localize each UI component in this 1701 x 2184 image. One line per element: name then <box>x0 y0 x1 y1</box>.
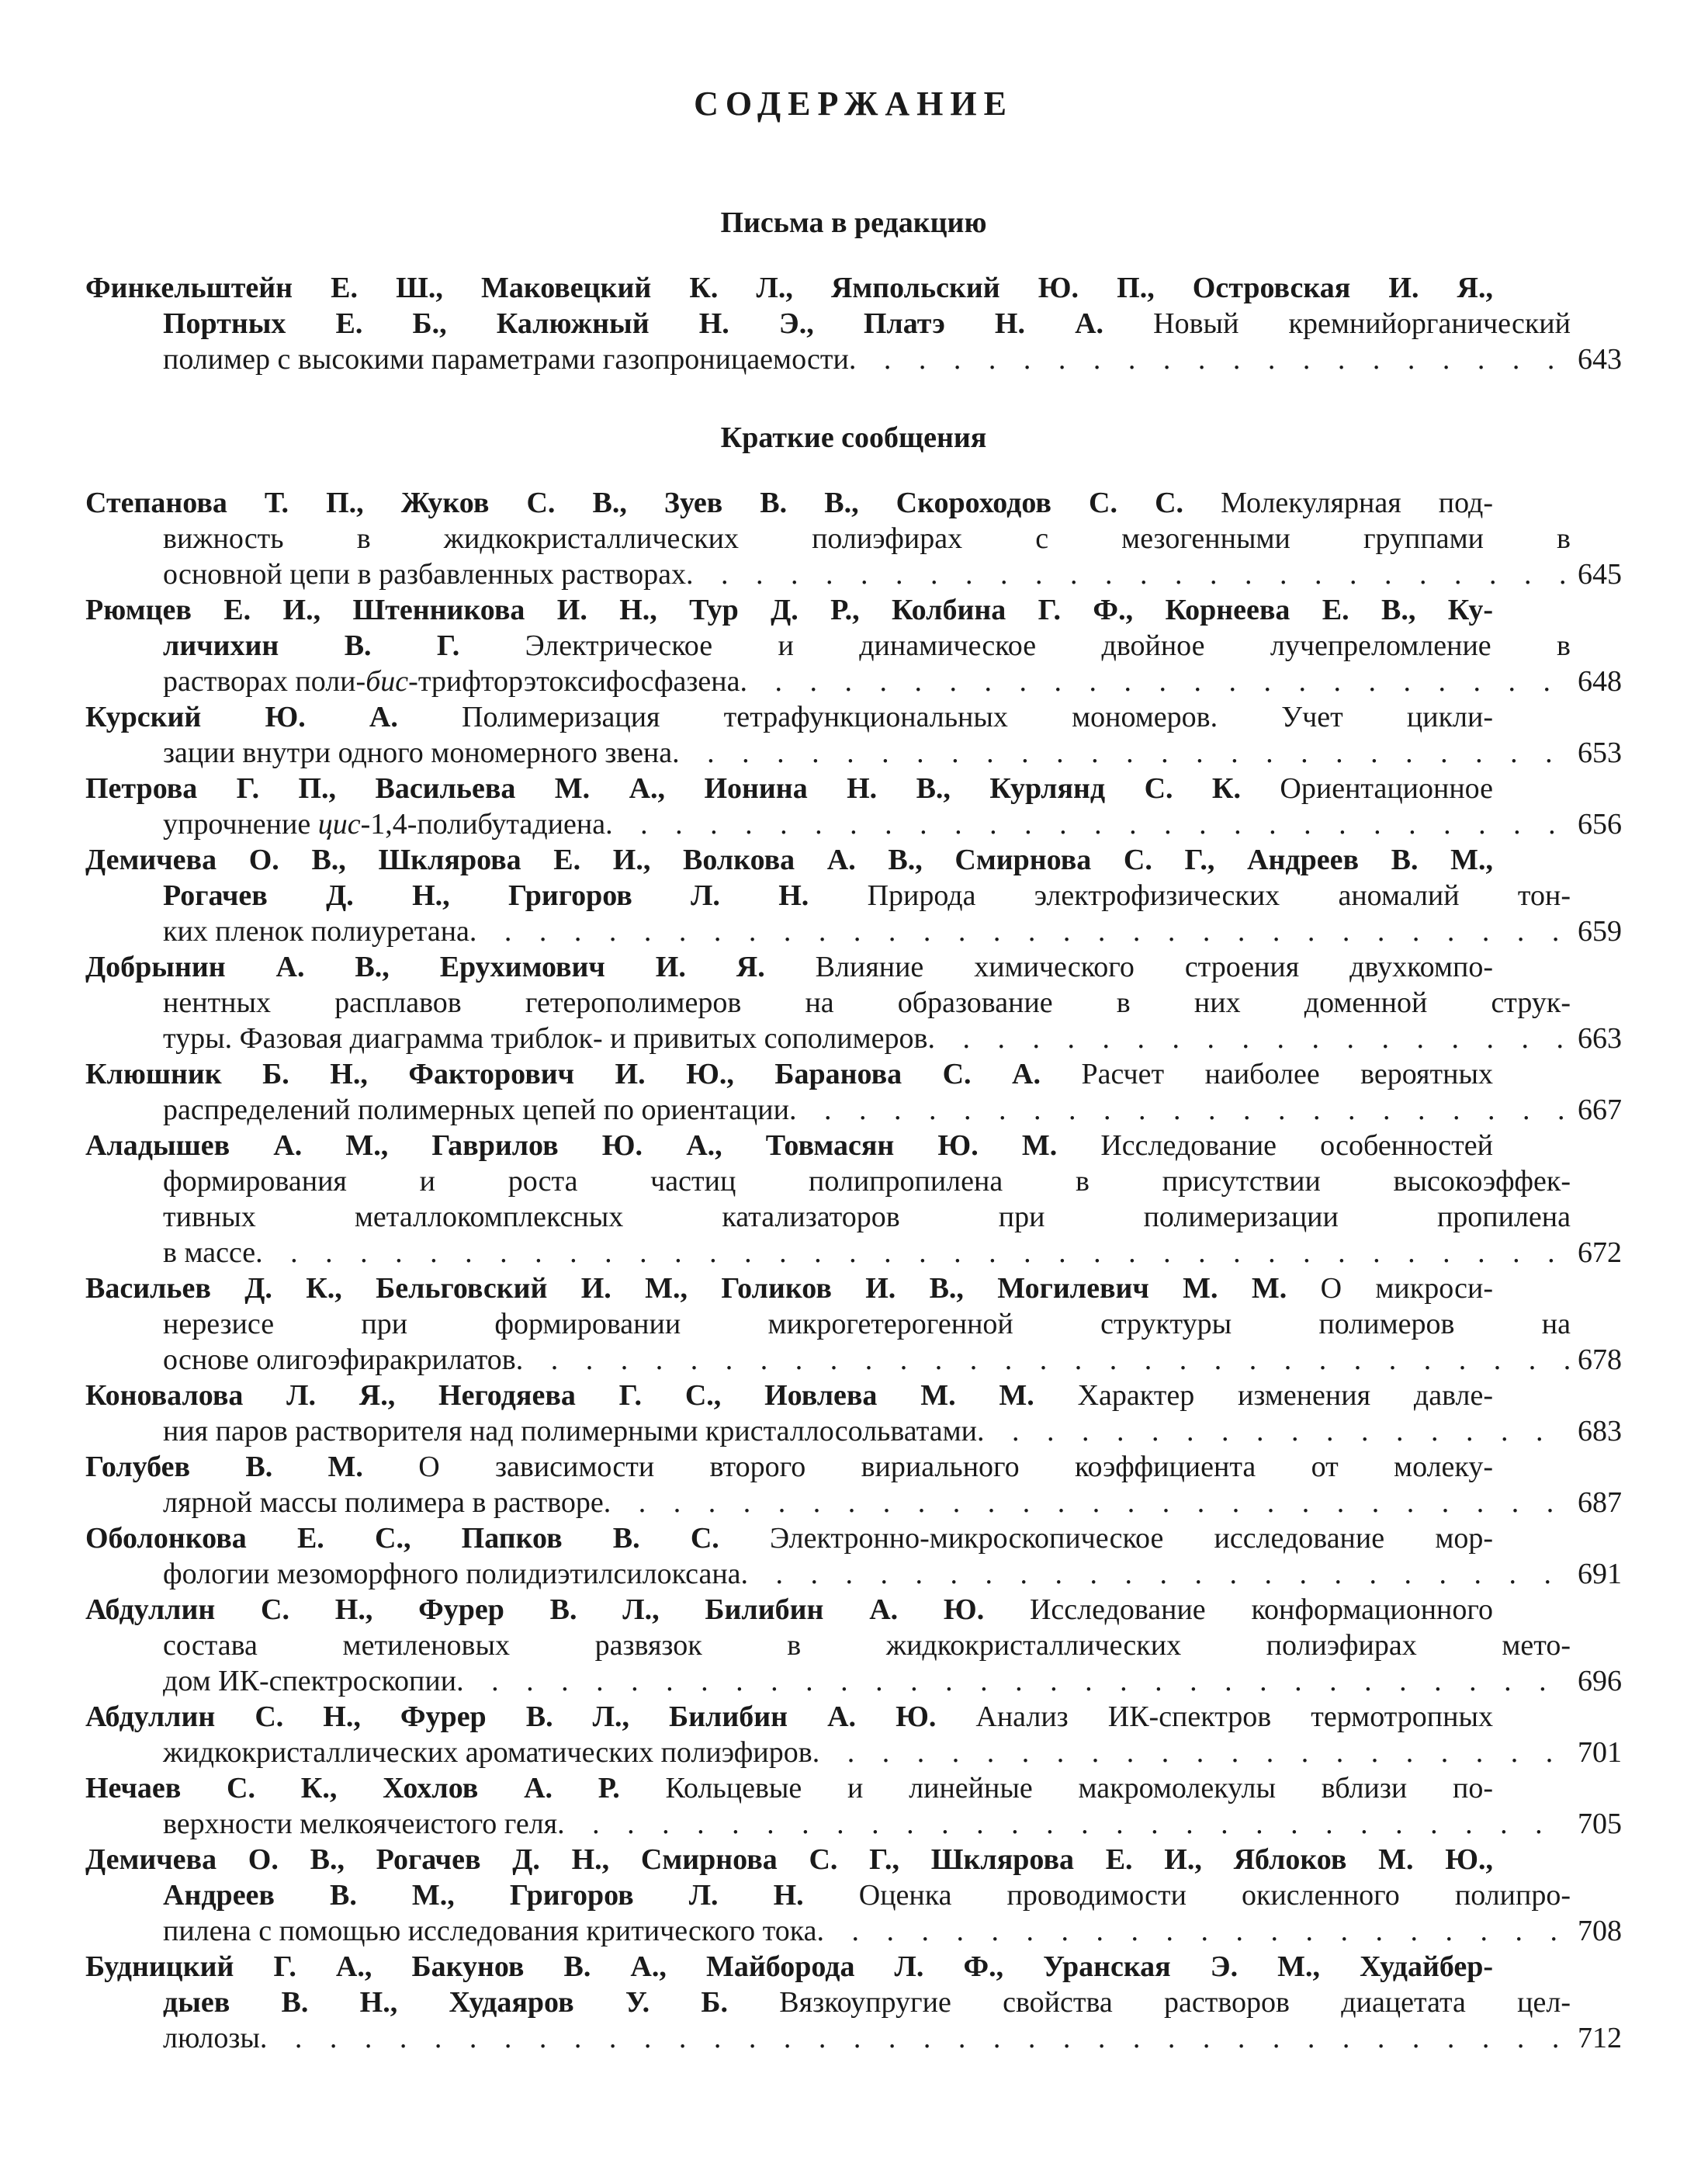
toc-entry-line <box>85 1985 1571 2020</box>
toc-title-text: Оценка проводимости окисленного полипро- <box>803 1879 1571 1912</box>
toc-title-text: Молекулярная под- <box>1183 487 1493 519</box>
toc-title-text: ния паров растворителя над полимерными кристаллосольватами <box>163 1415 978 1447</box>
toc-title-text: лярной массы полимера в растворе <box>163 1486 604 1519</box>
toc-leader-dots <box>672 735 1571 771</box>
toc-title-text: нерезисе при формировании микрогетерогенной структуры полимеров на <box>163 1308 1571 1340</box>
toc-leader-dots <box>816 1913 1571 1949</box>
toc-page-number: 659 <box>1578 915 1622 948</box>
toc-title-text: упрочнение <box>163 808 318 841</box>
toc-leader-dots <box>557 1806 1571 1842</box>
toc-entry-last-line <box>85 1342 1571 1378</box>
toc-leader-dots <box>255 1235 1571 1271</box>
toc-authors: Портных Е. Б., Калюжный Н. Э., Платэ Н. А. <box>163 307 1104 340</box>
toc-entry <box>85 1949 1622 2056</box>
toc-title-text: Полимеризация тетрафункциональных мономеров. Учет цикли- <box>397 701 1493 733</box>
toc-entry-line <box>85 1770 1493 1806</box>
toc-leader-dots <box>456 1663 1571 1699</box>
toc-entry-line <box>85 628 1571 664</box>
toc-entry-line <box>85 985 1571 1021</box>
toc-authors: Демичева О. В., Шклярова Е. И., Волкова А. В., Смирнова С. Г., Андреев В. М., <box>85 844 1493 876</box>
toc-entry-line <box>85 306 1571 341</box>
toc-entry <box>85 1699 1622 1770</box>
toc-leader-dots <box>260 2020 1571 2056</box>
toc-entry <box>85 592 1622 699</box>
toc-leader-dots <box>516 1342 1571 1378</box>
toc-entry <box>85 842 1622 949</box>
toc-authors: Будницкий Г. А., Бакунов В. А., Майборода Л. Ф., Уранская Э. М., Худайбер- <box>85 1950 1493 1983</box>
toc-entry-line <box>85 949 1493 985</box>
toc-title-text: -трифторэтоксифосфазена <box>408 665 740 698</box>
section-entries-letters <box>85 270 1622 377</box>
toc-entry <box>85 771 1622 842</box>
toc-page-number: 687 <box>1578 1486 1622 1519</box>
toc-entry-line <box>85 1128 1493 1163</box>
toc-leader-dots <box>849 341 1571 377</box>
toc-entry-last-line <box>85 1663 1571 1699</box>
toc-page-number: 678 <box>1578 1343 1622 1376</box>
toc-title-text: Влияние химического строения двухкомпо- <box>764 951 1493 983</box>
toc-entry <box>85 1378 1622 1449</box>
toc-title-text: верхности мелкоячеистого геля <box>163 1808 558 1840</box>
toc-entry <box>85 949 1622 1056</box>
toc-entry <box>85 270 1622 377</box>
toc-title-text: бис <box>365 665 409 698</box>
toc-page-number: 691 <box>1578 1558 1622 1590</box>
toc-authors: Нечаев С. К., Хохлов А. Р. <box>85 1772 620 1804</box>
toc-page-number: 653 <box>1578 737 1622 769</box>
toc-authors: личихин В. Г. <box>163 629 460 662</box>
toc-entry-last-line <box>85 556 1571 592</box>
toc-authors: Голубев В. М. <box>85 1451 363 1483</box>
toc-authors: Рогачев Д. Н., Григоров Л. Н. <box>163 879 809 912</box>
toc-title-text: Характер изменения давле- <box>1034 1379 1493 1412</box>
toc-leader-dots <box>686 556 1571 592</box>
toc-entry-last-line <box>85 1413 1571 1449</box>
toc-page-number: 696 <box>1578 1665 1622 1697</box>
toc-entry <box>85 1271 1622 1378</box>
toc-entry-line <box>85 1306 1571 1342</box>
toc-title-text: зации внутри одного мономерного звена <box>163 737 673 769</box>
toc-authors: Аладышев А. М., Гаврилов Ю. А., Товмасян Ю. М. <box>85 1129 1058 1162</box>
toc-title-text: цис <box>317 808 361 841</box>
toc-title-text: Природа электрофизических аномалий тон- <box>809 879 1571 912</box>
toc-entry <box>85 1842 1622 1949</box>
toc-entry-last-line <box>85 913 1571 949</box>
toc-title-text: дом ИК-спектроскопии <box>163 1665 457 1697</box>
toc-page-number: 645 <box>1578 558 1622 591</box>
toc-entry-line <box>85 699 1493 735</box>
section-heading-short-reports: Краткие сообщения <box>720 421 987 454</box>
toc-entry <box>85 1770 1622 1842</box>
toc-entry-line <box>85 1877 1571 1913</box>
toc-leader-dots <box>812 1735 1571 1770</box>
toc-entry <box>85 1592 1622 1699</box>
toc-entry-line <box>85 1056 1493 1092</box>
toc-title-text: основе олигоэфиракрилатов <box>163 1343 516 1376</box>
toc-entry <box>85 1449 1622 1520</box>
toc-entry-line <box>85 1271 1493 1306</box>
toc-page-number: 672 <box>1578 1236 1622 1269</box>
toc-entry-line <box>85 1199 1571 1235</box>
toc-title-text: Исследование особенностей <box>1057 1129 1493 1162</box>
toc-leader-dots <box>605 806 1571 842</box>
toc-title-text: Вязкоупругие свойства растворов диацетата цел- <box>727 1986 1571 2019</box>
toc-entry-last-line <box>85 1235 1571 1271</box>
toc-title-text: Новый кремнийорганический <box>1103 307 1571 340</box>
toc-authors: Клюшник Б. Н., Факторович И. Ю., Баранова С. А. <box>85 1058 1041 1090</box>
toc-entry-last-line <box>85 1913 1571 1949</box>
toc-title-text: Ориентационное <box>1241 772 1493 805</box>
toc-page-number: 648 <box>1578 665 1622 698</box>
toc-leader-dots <box>789 1092 1571 1128</box>
toc-entry <box>85 1128 1622 1271</box>
toc-entry-line <box>85 1592 1493 1628</box>
toc-entry-last-line <box>85 806 1571 842</box>
toc-entry-line <box>85 1378 1493 1413</box>
toc-entry-line <box>85 521 1571 556</box>
toc-entry-last-line <box>85 2020 1571 2056</box>
toc-authors: Абдуллин С. Н., Фурер В. Л., Билибин А. Ю. <box>85 1700 937 1733</box>
toc-entry-last-line <box>85 1092 1571 1128</box>
toc-entry-line <box>85 771 1493 806</box>
toc-page-number: 663 <box>1578 1022 1622 1055</box>
toc-entry <box>85 699 1622 771</box>
toc-title-text: основной цепи в разбавленных растворах <box>163 558 687 591</box>
toc-entry <box>85 1056 1622 1128</box>
toc-page-number: 701 <box>1578 1736 1622 1769</box>
toc-title-text: ких пленок полиуретана <box>163 915 469 948</box>
toc-authors: Курский Ю. А. <box>85 701 398 733</box>
toc-authors: Демичева О. В., Рогачев Д. Н., Смирнова С. Г., Шклярова Е. И., Яблоков М. Ю., <box>85 1843 1493 1876</box>
toc-entry-line <box>85 1520 1493 1556</box>
toc-title-text: распределений полимерных цепей по ориентации <box>163 1094 789 1126</box>
toc-entry-last-line <box>85 341 1571 377</box>
toc-title-text: формирования и роста частиц полипропилена в присутствии высокоэффек- <box>163 1165 1571 1198</box>
toc-title-text: тивных металлокомплексных катализаторов при полимеризации пропилена <box>163 1201 1571 1233</box>
toc-page-number: 667 <box>1578 1094 1622 1126</box>
toc-title-text: Исследование конформационного <box>984 1593 1493 1626</box>
toc-entry-line <box>85 1163 1571 1199</box>
toc-entry-line <box>85 1449 1493 1485</box>
toc-title-text: растворах поли- <box>163 665 366 698</box>
toc-leader-dots <box>977 1413 1571 1449</box>
toc-authors: Рюмцев Е. И., Штенникова И. Н., Тур Д. Р., Колбина Г. Ф., Корнеева Е. В., Ку- <box>85 594 1493 626</box>
toc-page-number: 705 <box>1578 1808 1622 1840</box>
toc-title-text: О зависимости второго вириального коэффициента от молеку- <box>362 1451 1493 1483</box>
toc-entry-line <box>85 1628 1571 1663</box>
toc-authors: дыев В. Н., Худаяров У. Б. <box>163 1986 728 2019</box>
toc-entry-last-line <box>85 735 1571 771</box>
toc-page-number: 708 <box>1578 1915 1622 1947</box>
toc-leader-dots <box>740 664 1571 699</box>
toc-title-text: полимер с высокими параметрами газопроницаемости <box>163 343 849 376</box>
toc-title-text: вижность в жидкокристаллических полиэфирах с мезогенными группами в <box>163 522 1571 555</box>
toc-authors: Оболонкова Е. С., Папков В. С. <box>85 1522 719 1555</box>
toc-entry-line <box>85 1699 1493 1735</box>
toc-title-text: нентных расплавов гетерополимеров на образование в них доменной струк- <box>163 986 1571 1019</box>
toc-title-text: пилена с помощью исследования критического тока <box>163 1915 817 1947</box>
toc-title-text: в массе <box>163 1236 256 1269</box>
toc-page-number: 712 <box>1578 2022 1622 2054</box>
toc-title-text: Кольцевые и линейные макромолекулы вблизи по- <box>619 1772 1493 1804</box>
toc-authors: Финкельштейн Е. Ш., Маковецкий К. Л., Ямпольский Ю. П., Островская И. Я., <box>85 272 1493 304</box>
toc-entry-last-line <box>85 1485 1571 1520</box>
toc-page-number: 643 <box>1578 343 1622 376</box>
toc-entry <box>85 485 1622 592</box>
toc-leader-dots <box>927 1021 1571 1056</box>
toc-entry-line <box>85 1842 1493 1877</box>
page-title: СОДЕРЖАНИЕ <box>694 85 1013 123</box>
toc-entry-line <box>85 592 1493 628</box>
toc-entry-last-line <box>85 1556 1571 1592</box>
toc-leader-dots <box>604 1485 1571 1520</box>
toc-entry-last-line <box>85 1021 1571 1056</box>
toc-authors: Васильев Д. К., Бельговский И. М., Голиков И. В., Могилевич М. М. <box>85 1272 1287 1305</box>
toc-title-text: Анализ ИК-спектров термотропных <box>936 1700 1493 1733</box>
toc-entry-line <box>85 1949 1493 1985</box>
toc-title-text: фологии мезоморфного полидиэтилсилоксана <box>163 1558 741 1590</box>
toc-authors: Добрынин А. В., Ерухимович И. Я. <box>85 951 765 983</box>
toc-title-text: туры. Фазовая диаграмма триблок- и привитых сополимеров <box>163 1022 928 1055</box>
toc-authors: Андреев В. М., Григоров Л. Н. <box>163 1879 804 1912</box>
toc-entry-line <box>85 270 1493 306</box>
toc-entry-line <box>85 878 1571 913</box>
toc-page-number: 683 <box>1578 1415 1622 1447</box>
toc-page-number: 656 <box>1578 808 1622 841</box>
toc-entry-line <box>85 485 1493 521</box>
toc-title-text: люлозы <box>163 2022 260 2054</box>
toc-title-text: Электронно-микроскопическое исследование мор- <box>719 1522 1493 1555</box>
toc-authors: Коновалова Л. Я., Негодяева Г. С., Иовлева М. М. <box>85 1379 1034 1412</box>
toc-entry-last-line <box>85 664 1571 699</box>
toc-leader-dots <box>469 913 1571 949</box>
toc-title-text: Расчет наиболее вероятных <box>1040 1058 1493 1090</box>
toc-title-text: -1,4-полибутадиена <box>360 808 606 841</box>
toc-authors: Степанова Т. П., Жуков С. В., Зуев В. В., Скороходов С. С. <box>85 487 1184 519</box>
toc-authors: Абдуллин С. Н., Фурер В. Л., Билибин А. Ю. <box>85 1593 985 1626</box>
toc-entry-line <box>85 842 1493 878</box>
toc-entry <box>85 1520 1622 1592</box>
toc-leader-dots <box>741 1556 1571 1592</box>
toc-entry-last-line <box>85 1735 1571 1770</box>
section-heading-letters: Письма в редакцию <box>720 206 987 239</box>
toc-entry-last-line <box>85 1806 1571 1842</box>
toc-title-text: состава метиленовых развязок в жидкокристаллических полиэфирах мето- <box>163 1629 1571 1662</box>
toc-title-text: О микроси- <box>1287 1272 1493 1305</box>
toc-page <box>85 0 1622 2184</box>
section-entries-short-reports <box>85 485 1622 2056</box>
toc-title-text: Электрическое и динамическое двойное лучепреломление в <box>459 629 1571 662</box>
toc-authors: Петрова Г. П., Васильева М. А., Ионина Н. В., Курлянд С. К. <box>85 772 1241 805</box>
toc-title-text: жидкокристаллических ароматических полиэфиров <box>163 1736 812 1769</box>
